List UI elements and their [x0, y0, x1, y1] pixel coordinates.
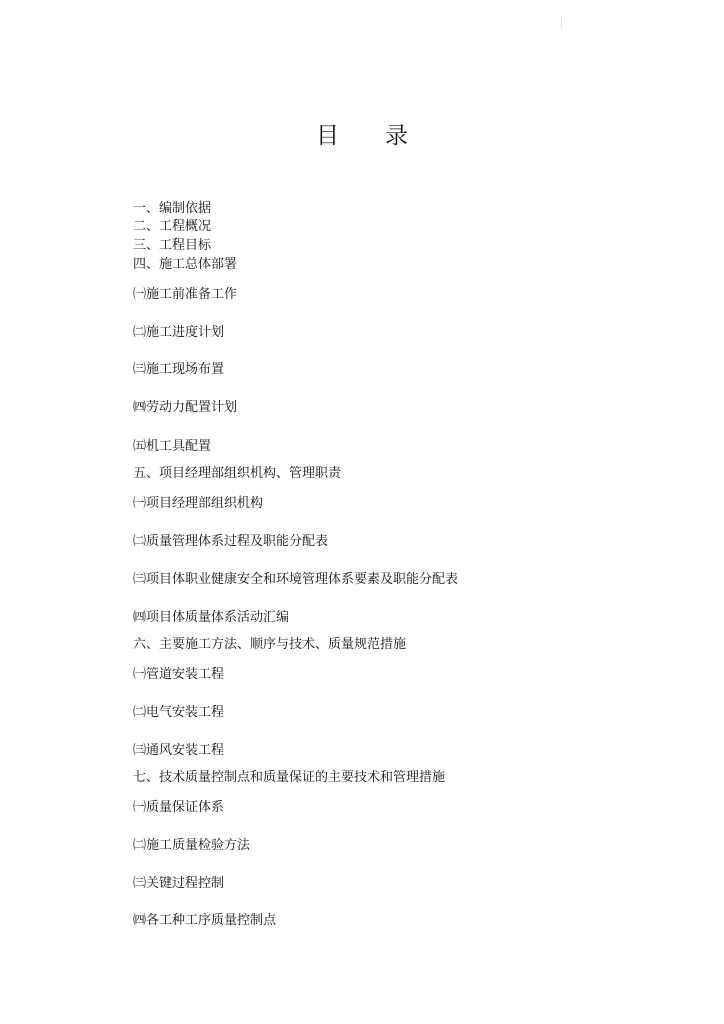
toc-item-7: 七、技术质量控制点和质量保证的主要技术和管理措施	[133, 770, 446, 785]
toc-subitem-5-3: ㈢项目体职业健康安全和环境管理体系要素及职能分配表	[133, 572, 459, 587]
toc-item-3: 三、工程目标	[133, 238, 212, 253]
toc-subitem-4-4: ㈣劳动力配置计划	[133, 400, 238, 415]
toc-item-6: 六、主要施工方法、顺序与技术、质量规范措施	[133, 637, 407, 652]
corner-mark	[561, 16, 562, 30]
toc-subitem-6-3: ㈢通风安装工程	[133, 743, 225, 758]
toc-subitem-4-3: ㈢施工现场布置	[133, 362, 225, 377]
toc-item-2: 二、工程概况	[133, 219, 212, 234]
toc-subitem-5-1: ㈠项目经理部组织机构	[133, 496, 264, 511]
toc-subitem-5-2: ㈡质量管理体系过程及职能分配表	[133, 534, 329, 549]
toc-item-4: 四、施工总体部署	[133, 257, 238, 272]
toc-subitem-7-3: ㈢关键过程控制	[133, 876, 225, 891]
toc-item-1: 一、编制依据	[133, 201, 212, 216]
toc-subitem-4-2: ㈡施工进度计划	[133, 325, 225, 340]
toc-subitem-7-1: ㈠质量保证体系	[133, 800, 225, 815]
toc-subitem-4-1: ㈠施工前准备工作	[133, 287, 238, 302]
toc-subitem-7-4: ㈣各工种工序质量控制点	[133, 913, 277, 928]
page-title: 目 录	[316, 123, 408, 149]
toc-subitem-5-4: ㈣项目体质量体系活动汇编	[133, 610, 290, 625]
toc-subitem-7-2: ㈡施工质量检验方法	[133, 838, 251, 853]
toc-item-5: 五、项目经理部组织机构、管理职责	[133, 466, 342, 481]
toc-subitem-6-2: ㈡电气安装工程	[133, 705, 225, 720]
toc-subitem-6-1: ㈠管道安装工程	[133, 667, 225, 682]
toc-subitem-4-5: ㈤机工具配置	[133, 439, 212, 454]
